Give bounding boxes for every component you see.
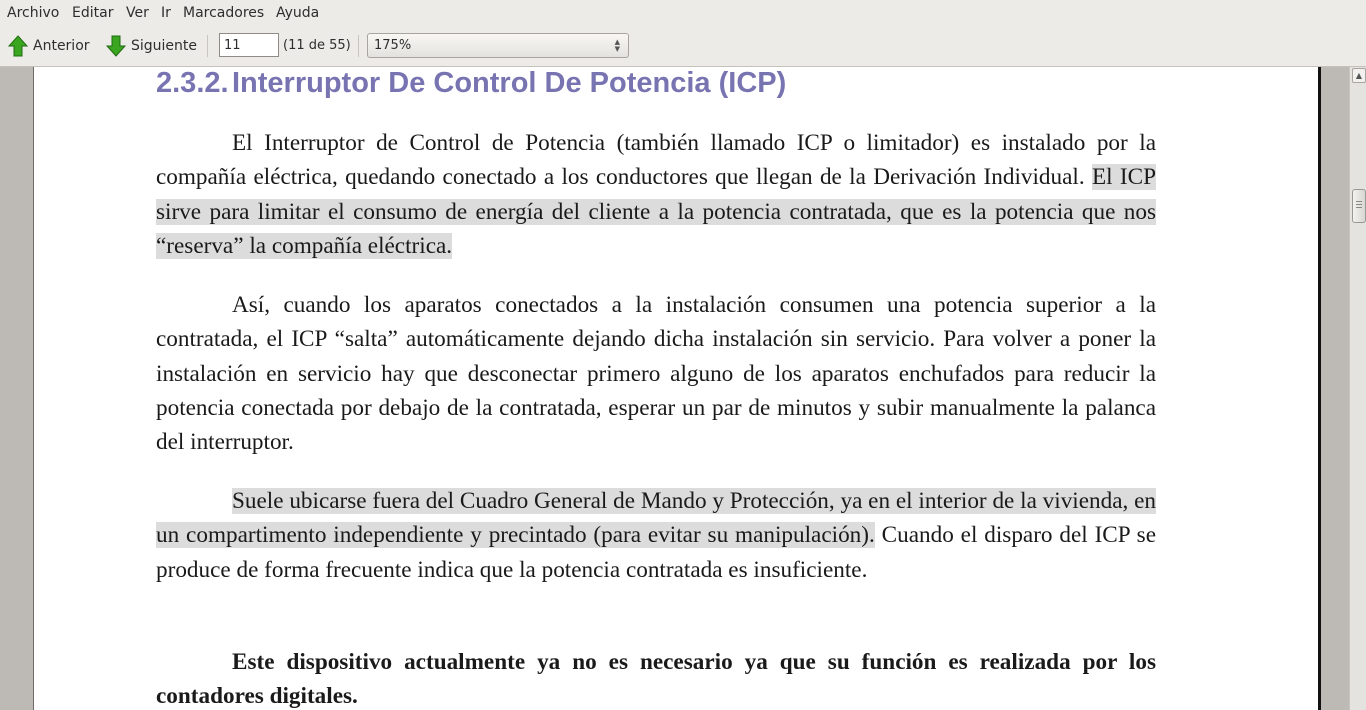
menu-ir[interactable]: Ir xyxy=(161,5,171,21)
paragraph-1 xyxy=(156,126,1156,263)
paragraph-4-text: Este dispositivo actualmente ya no es necesario ya que su función es realizada por los contadores digitales. xyxy=(156,649,1156,710)
paragraph-4 xyxy=(156,645,1156,710)
menu-bar xyxy=(0,0,1366,27)
grip-line xyxy=(1356,207,1362,208)
document-viewport[interactable] xyxy=(0,67,1349,710)
section-title: Interruptor De Control De Potencia (ICP) xyxy=(232,67,787,99)
toolbar xyxy=(0,27,1366,67)
section-heading xyxy=(156,67,786,100)
next-page-button[interactable] xyxy=(106,34,197,58)
vertical-scrollbar[interactable] xyxy=(1349,67,1366,710)
page-count-label: (11 de 55) xyxy=(283,38,351,53)
paragraph-3 xyxy=(156,484,1156,587)
section-number: 2.3.2. xyxy=(156,67,229,99)
arrow-down-icon xyxy=(106,35,126,57)
menu-editar[interactable]: Editar xyxy=(72,5,114,21)
paragraph-3-highlight: Suele ubicarse fuera del Cuadro General de Mando y Protección, ya en el interior de la vivienda, en un compartimento independiente y precintado (para evitar su manipulación). xyxy=(156,488,1156,549)
grip-line xyxy=(1356,201,1362,202)
arrow-up-icon xyxy=(8,35,28,57)
menu-ver[interactable]: Ver xyxy=(126,5,149,21)
menu-archivo[interactable]: Archivo xyxy=(7,5,60,21)
paragraph-1-highlight: El ICP sirve para limitar el consumo de energía del cliente a la potencia contratada, que es la potencia que nos “reserva” la compañía eléctrica. xyxy=(156,164,1156,259)
paragraph-2 xyxy=(156,288,1156,459)
select-arrows-icon: ▲ ▼ xyxy=(614,38,620,53)
toolbar-separator xyxy=(207,35,208,57)
previous-page-button[interactable] xyxy=(8,34,90,58)
previous-page-label: Anterior xyxy=(33,38,90,54)
scroll-up-arrow-icon[interactable]: ▲ xyxy=(1352,68,1366,83)
grip-line xyxy=(1356,204,1362,205)
zoom-select[interactable] xyxy=(367,33,629,58)
menu-marcadores[interactable]: Marcadores xyxy=(183,5,265,21)
next-page-label: Siguiente xyxy=(131,38,198,54)
zoom-value: 175% xyxy=(374,38,412,53)
page-number-input[interactable] xyxy=(219,33,279,57)
paragraph-2-text: Así, cuando los aparatos conectados a la instalación consumen una potencia superior a la contratada, el ICP “salta” automáticamente dejando dicha instalación sin servicio. Para volver a poner la instalación en servicio hay que desconectar primero alguno de los aparatos enchufados para reducir la potencia conectada por debajo de la contratada, esperar un par de minutos y subir manualmente la palanca del interruptor. xyxy=(156,292,1156,456)
menu-ayuda[interactable]: Ayuda xyxy=(276,5,320,21)
document-page xyxy=(33,67,1321,710)
scrollbar-thumb[interactable] xyxy=(1352,189,1366,223)
paragraph-1-text: El Interruptor de Control de Potencia (también llamado ICP o limitador) es instalado por la compañía eléctrica, quedando conectado a los conductores que llegan de la Derivación Individual. xyxy=(156,130,1156,191)
toolbar-separator xyxy=(358,35,359,57)
paragraph-3-text: Cuando el disparo del ICP se produce de forma frecuente indica que la potencia contratada es insuficiente. xyxy=(156,522,1156,583)
